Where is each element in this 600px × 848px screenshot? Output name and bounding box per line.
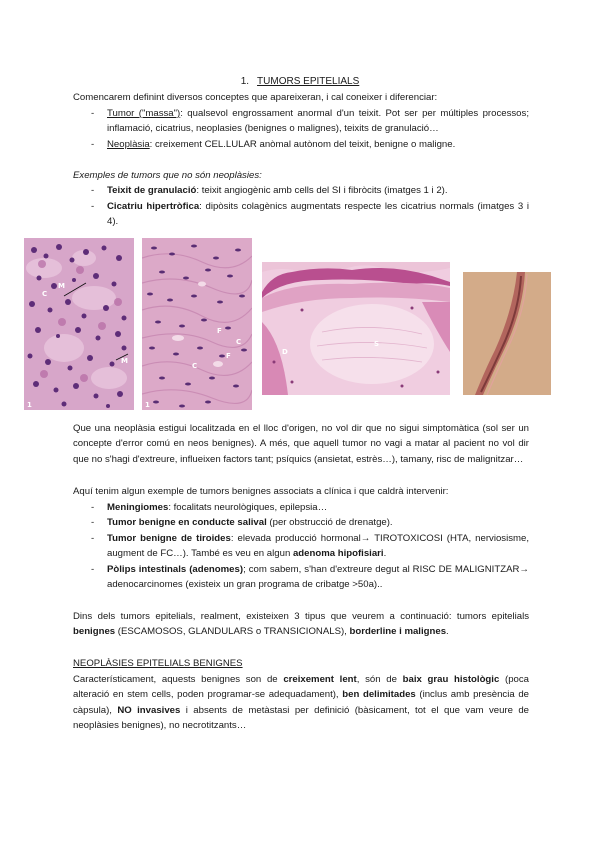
image-3-label-d: D <box>282 348 288 356</box>
section-title: NEOPLÀSIES EPITELIALS BENIGNES <box>73 658 243 669</box>
image-1-label-c: C <box>42 290 48 298</box>
image-2-scale: 1 <box>145 401 150 409</box>
term-tumor: Tumor ("massa") <box>107 108 181 119</box>
term-cicatriu: Cicatriu hipertròfica <box>107 201 200 212</box>
paragraph-3: Dins dels tumors epitelials, realment, existeixen 3 tipus que veurem a continuació: tumors epitelials benignes (ESCAMOSOS, GLANDULARS o TRANSICIONALS), borderline i malignes. <box>73 611 529 638</box>
heading-number: 1. <box>240 76 250 87</box>
heading-title: TUMORS EPITELIALS <box>257 76 360 87</box>
page-title <box>0 74 600 89</box>
histology-image-1 <box>24 238 134 410</box>
definition-neoplasia: : creixement CEL.LULAR anòmal autònom del teixit, benigne o maligne. <box>149 139 456 150</box>
examples-title: Exemples de tumors que no són neoplàsies: <box>73 170 262 181</box>
image-2-label-f: F <box>217 327 222 335</box>
image-1-label-m: M <box>58 282 65 290</box>
paragraph-1: Que una neoplàsia estigui localitzada en el lloc d'origen, no vol dir que no sigui simptomàtica (sol ser un concepte d'error comú en neos benignes). A més, que aquell tumor no vagi a matar al pacient no vol dir que no s'hagi d'extreure, influeixen factors tant; psíquics (ansietat, estrès…), tamany, risc de malignitzar… <box>73 423 529 465</box>
histology-image-2 <box>142 238 252 410</box>
intro-paragraph: Comencarem definint diversos conceptes que apareixeran, i cal coneixer i diferenciar: <box>73 92 438 103</box>
document-page: 1. TUMORS EPITELIALS Comencarem definint diversos conceptes que apareixeran, i cal coneixer i diferenciar: - Tumor ("massa"): qualsevol engrossament anormal d'un teixit. Pot ser per múltiples processos; inflamació, cicatrius, neoplasies (benignes o malignes), teixits de granulació… - Neoplàsia: creixement CEL.LULAR anòmal autònom del teixit, benigne o maligne. Exemples de tumors que no són neoplàsies: - Teixit de granulació: teixit angiogènic amb cells del SI i fibròcits (imatges 1 i 2). - Cicatriu hipertròfica: dipòsits colagènics augmentats respecte les cicatrius normals (imatges 3 i 4). C M M 1 F C F C 1 S D Que una neoplàsia estigui localitzada en el lloc d'origen, no vol dir que no sigui simptomàtica (sol ser un concepte d'error comú en neos benignes). A més, que aquell tumor no vagi a matar al pacient no vol dir que no s'hagi d'extreure, influeixen factors tant; psíquics (ansietat, estrès…), tamany, risc de malignitzar… Aquí tenim algun exemple de tumors benignes associats a clínica i que caldrà intervenir: - Meningiomes: focalitats neurològiques, epilepsia… - Tumor benigne en conducte salival (per obstrucció de drenatge). - Tumor benigne de tiroides: elevada producció hormonal→ TIROTOXICOSI (HTA, nerviosisme, augment de FC…). També es veu en algun adenoma hipofisiari. - Pòlips intestinals (adenomes); com sabem, s'han d'extreure degut al RISC DE MALIGNITZAR→ adenocarcinomes (existeix un gran programa de cribatge >50a).. Dins dels tumors epitelials, realment, existeixen 3 tipus que veurem a continuació: tumors epitelials benignes (ESCAMOSOS, GLANDULARS o TRANSICIONALS), borderline i malignes. NEOPLÀSIES EPITELIALS BENIGNES Característicament, aquests benignes son de creixement lent, són de baix grau histològic (poca alteració en stem cells, poden programar-se adequadament), ben delimitades (inclus amb presència de càpsula), NO invasives i absents de metàstasi per definició (bàsicament, tot el que vam veure de neoplàsies benignes), no necrotitzants… <box>0 0 600 848</box>
paragraph-2: Aquí tenim algun exemple de tumors benignes associats a clínica i que caldrà intervenir: <box>73 486 449 497</box>
image-2-label-c: C <box>236 338 242 346</box>
histology-image-3 <box>262 262 450 395</box>
image-3-label-s: S <box>374 340 380 348</box>
scar-photo <box>463 272 551 395</box>
definition-tumor: : qualsevol engrossament anormal d'un teixit. Pot ser per múltiples processos; inflamació, cicatrius, neoplasies (benignes o malignes), teixits de granulació… <box>107 108 529 135</box>
image-2-label-c2: C <box>192 362 198 370</box>
image-2-label-f2: F <box>226 352 231 360</box>
term-neoplasia: Neoplàsia <box>107 139 150 150</box>
image-1-label-m2: M <box>121 357 128 365</box>
image-1-scale: 1 <box>27 401 32 409</box>
term-granulacio: Teixit de granulació <box>107 185 197 196</box>
paragraph-4: Característicament, aquests benignes son de creixement lent, són de baix grau histològic (poca alteració en stem cells, poden programar-se adequadament), ben delimitades (inclus amb presència de càpsula), NO invasives i absents de metàstasi per definició (bàsicament, tot el que vam veure de neoplàsies benignes), no necrotitzants… <box>73 674 530 732</box>
